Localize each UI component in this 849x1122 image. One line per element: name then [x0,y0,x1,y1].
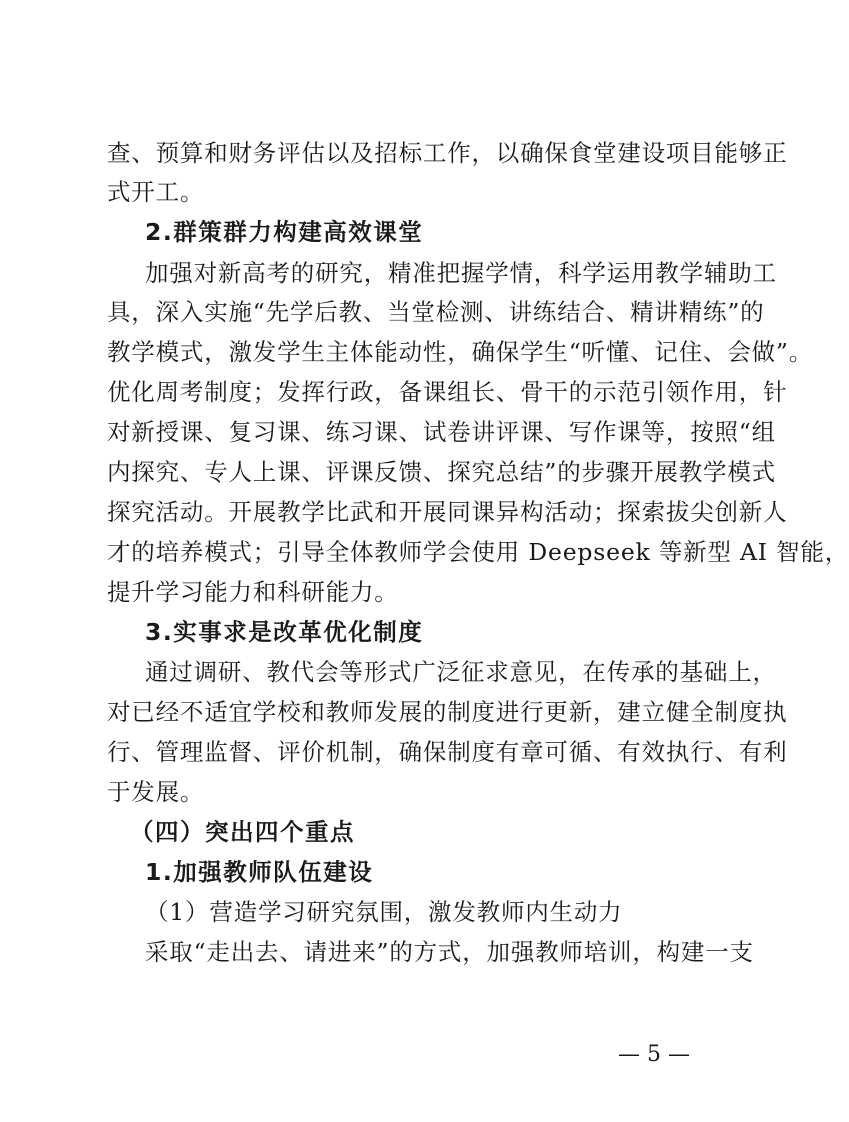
body-text-line: 探究活动。开展教学比武和开展同课异构活动；探索拔尖创新人 [107,498,788,526]
page-number: — 5 — [618,1042,690,1067]
chapter-heading: （四）突出四个重点 [130,818,355,846]
body-text-line: 提升学习能力和科研能力。 [107,578,399,606]
section-heading: 2.群策群力构建高效课堂 [145,218,424,246]
subsection-heading: （1）营造学习研究氛围，激发教师内生动力 [145,898,623,926]
body-text-line: 查、预算和财务评估以及招标工作，以确保食堂建设项目能够正 [107,139,788,167]
body-text-line: 通过调研、教代会等形式广泛征求意见，在传承的基础上， [145,658,777,686]
body-text-line: 对新授课、复习课、练习课、试卷讲评课、写作课等，按照“组 [107,418,776,446]
body-text-line: 教学模式，激发学生主体能动性，确保学生“听懂、记住、会做”。 [107,338,814,366]
body-text-line: 加强对新高考的研究，精准把握学情，科学运用教学辅助工 [145,259,777,287]
body-text-line: 具，深入实施“先学后教、当堂检测、讲练结合、精讲精练”的 [107,298,765,326]
section-heading: 1.加强教师队伍建设 [145,858,374,886]
body-text-line: 对已经不适宜学校和教师发展的制度进行更新，建立健全制度执 [107,698,788,726]
body-text-line: 采取“走出去、请进来”的方式，加强教师培训，构建一支 [145,938,754,966]
body-text-line: 行、管理监督、评价机制，确保制度有章可循、有效执行、有利 [107,738,788,766]
body-text-line: 优化周考制度；发挥行政，备课组长、骨干的示范引领作用，针 [107,378,788,406]
section-heading: 3.实事求是改革优化制度 [145,618,424,646]
body-text-line: 才的培养模式；引导全体教师学会使用 Deepseek 等新型 AI 智能， [107,538,849,566]
body-text-line: 于发展。 [107,778,205,806]
body-text-line: 式开工。 [107,178,205,206]
body-text-line: 内探究、专人上课、评课反馈、探究总结”的步骤开展教学模式 [107,458,776,486]
